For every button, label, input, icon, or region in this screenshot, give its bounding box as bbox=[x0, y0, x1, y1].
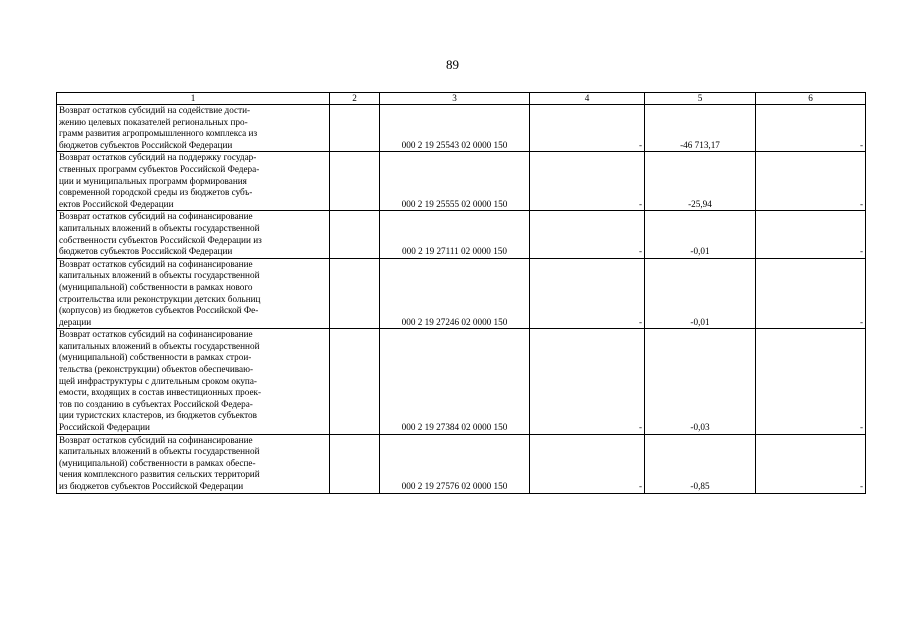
row-col-4: - bbox=[530, 258, 645, 329]
description-line: Возврат остатков субсидий на софинансирование bbox=[59, 258, 253, 269]
row-amount: -0,03 bbox=[645, 329, 756, 434]
row-code: 000 2 19 27384 02 0000 150 bbox=[380, 329, 530, 434]
row-col-4: - bbox=[530, 105, 645, 152]
description-line: (корпусов) из бюджетов субъектов Российской Фе- bbox=[59, 305, 259, 316]
header-col-6: 6 bbox=[756, 93, 866, 105]
row-col-4: - bbox=[530, 211, 645, 258]
description-line: ектов Российской Федерации bbox=[59, 198, 174, 209]
row-description bbox=[57, 105, 330, 152]
row-code: 000 2 19 25543 02 0000 150 bbox=[380, 105, 530, 152]
table-row bbox=[57, 258, 866, 329]
description-line: (муниципальной) собственности в рамках нового bbox=[59, 281, 253, 292]
row-code: 000 2 19 27111 02 0000 150 bbox=[380, 211, 530, 258]
row-col-4: - bbox=[530, 329, 645, 434]
row-col-6: - bbox=[756, 105, 866, 152]
header-row bbox=[57, 93, 866, 105]
table-row bbox=[57, 152, 866, 211]
description-line: капитальных вложений в объекты государственной bbox=[59, 270, 260, 281]
row-description bbox=[57, 329, 330, 434]
row-amount: -0,01 bbox=[645, 258, 756, 329]
row-amount: -25,94 bbox=[645, 152, 756, 211]
description-line: дерации bbox=[59, 316, 92, 327]
row-description bbox=[57, 434, 330, 493]
table-row bbox=[57, 329, 866, 434]
description-line: тов по созданию в субъектах Российской Федера- bbox=[59, 398, 253, 409]
row-col-2 bbox=[330, 105, 380, 152]
row-col-6: - bbox=[756, 329, 866, 434]
row-col-4: - bbox=[530, 434, 645, 493]
description-line: Российской Федерации bbox=[59, 422, 150, 433]
row-col-2 bbox=[330, 211, 380, 258]
header-col-2: 2 bbox=[330, 93, 380, 105]
row-amount: -0,01 bbox=[645, 211, 756, 258]
row-code: 000 2 19 27246 02 0000 150 bbox=[380, 258, 530, 329]
row-amount: -0,85 bbox=[645, 434, 756, 493]
row-description bbox=[57, 258, 330, 329]
description-line: щей инфраструктуры с длительным сроком окупа- bbox=[59, 375, 257, 386]
row-col-2 bbox=[330, 258, 380, 329]
row-amount: -46 713,17 bbox=[645, 105, 756, 152]
row-col-4: - bbox=[530, 152, 645, 211]
description-line: капитальных вложений в объекты государственной bbox=[59, 222, 260, 233]
description-line: жению целевых показателей региональных про- bbox=[59, 116, 248, 127]
header-col-5: 5 bbox=[645, 93, 756, 105]
description-line: Возврат остатков субсидий на содействие дости- bbox=[59, 105, 251, 115]
budget-table bbox=[56, 92, 866, 494]
description-line: бюджетов субъектов Российской Федерации bbox=[59, 139, 233, 150]
row-col-6: - bbox=[756, 211, 866, 258]
description-line: грамм развития агропромышленного комплекса из bbox=[59, 128, 258, 139]
page-number: 89 bbox=[446, 57, 459, 72]
description-line: (муниципальной) собственности в рамках строи- bbox=[59, 352, 252, 363]
description-line: Возврат остатков субсидий на поддержку государ- bbox=[59, 152, 257, 163]
description-line: тельства (реконструкции) объектов обеспечиваю- bbox=[59, 364, 254, 375]
description-line: из бюджетов субъектов Российской Федерации bbox=[59, 481, 244, 491]
description-line: собственности субъектов Российской Федерации из bbox=[59, 234, 262, 245]
table-row bbox=[57, 105, 866, 152]
description-line: ции туристских кластеров, из бюджетов субъектов bbox=[59, 410, 257, 421]
description-line: Возврат остатков субсидий на софинансирование bbox=[59, 434, 253, 445]
description-line: Возврат остатков субсидий на софинансирование bbox=[59, 329, 253, 340]
description-line: капитальных вложений в объекты государственной bbox=[59, 446, 260, 457]
header-col-1: 1 bbox=[57, 93, 330, 105]
row-col-6: - bbox=[756, 434, 866, 493]
description-line: емости, входящих в состав инвестиционных проек- bbox=[59, 387, 262, 398]
description-line: Возврат остатков субсидий на софинансирование bbox=[59, 211, 253, 222]
description-line: капитальных вложений в объекты государственной bbox=[59, 340, 260, 351]
description-line: ции и муниципальных программ формирования bbox=[59, 175, 247, 186]
description-line: бюджетов субъектов Российской Федерации bbox=[59, 246, 233, 257]
row-description bbox=[57, 211, 330, 258]
description-line: ственных программ субъектов Российской Федера- bbox=[59, 163, 260, 174]
row-col-2 bbox=[330, 152, 380, 211]
row-col-6: - bbox=[756, 258, 866, 329]
table-row bbox=[57, 211, 866, 258]
header-col-3: 3 bbox=[380, 93, 530, 105]
description-line: современной городской среды из бюджетов субъ- bbox=[59, 187, 253, 198]
description-line: (муниципальной) собственности в рамках обеспе- bbox=[59, 457, 256, 468]
row-col-6: - bbox=[756, 152, 866, 211]
row-code: 000 2 19 25555 02 0000 150 bbox=[380, 152, 530, 211]
table-body bbox=[57, 105, 866, 494]
description-line: чения комплексного развития сельских территорий bbox=[59, 469, 260, 480]
table-row bbox=[57, 434, 866, 493]
row-code: 000 2 19 27576 02 0000 150 bbox=[380, 434, 530, 493]
row-description bbox=[57, 152, 330, 211]
row-col-2 bbox=[330, 434, 380, 493]
description-line: строительства или реконструкции детских больниц bbox=[59, 293, 261, 304]
row-col-2 bbox=[330, 329, 380, 434]
header-col-4: 4 bbox=[530, 93, 645, 105]
